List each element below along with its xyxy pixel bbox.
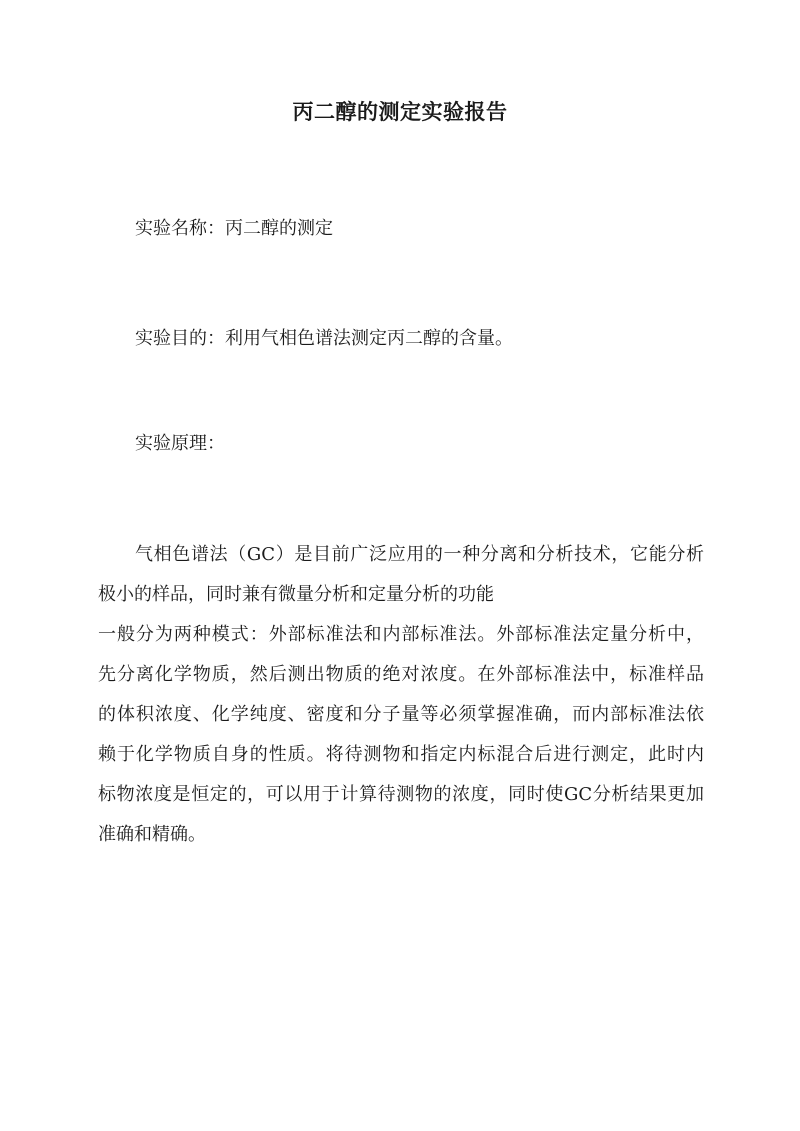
page-title: 丙二醇的测定实验报告 <box>292 99 508 124</box>
principle-line: 标物浓度是恒定的，可以用于计算待测物的浓度，同时使GC分析结果更加 <box>98 784 704 805</box>
principle-line: 的体积浓度、化学纯度、密度和分子量等必须掌握准确，而内部标准法依 <box>98 704 704 725</box>
principle-line: 准确和精确。 <box>98 824 206 845</box>
experiment-purpose: 实验目的：利用气相色谱法测定丙二醇的含量。 <box>135 328 513 349</box>
principle-line: 一般分为两种模式：外部标准法和内部标准法。外部标准法定量分析中， <box>98 624 704 645</box>
experiment-name: 实验名称：丙二醇的测定 <box>135 218 333 239</box>
principle-paragraph <box>98 535 704 855</box>
principle-heading: 实验原理： <box>135 433 225 454</box>
principle-line: 极小的样品，同时兼有微量分析和定量分析的功能 <box>98 584 494 605</box>
principle-line: 先分离化学物质，然后测出物质的绝对浓度。在外部标准法中，标准样品 <box>98 664 704 685</box>
principle-line: 赖于化学物质自身的性质。将待测物和指定内标混合后进行测定，此时内 <box>98 744 704 765</box>
principle-line: 气相色谱法（GC）是目前广泛应用的一种分离和分析技术，它能分析 <box>135 544 704 565</box>
